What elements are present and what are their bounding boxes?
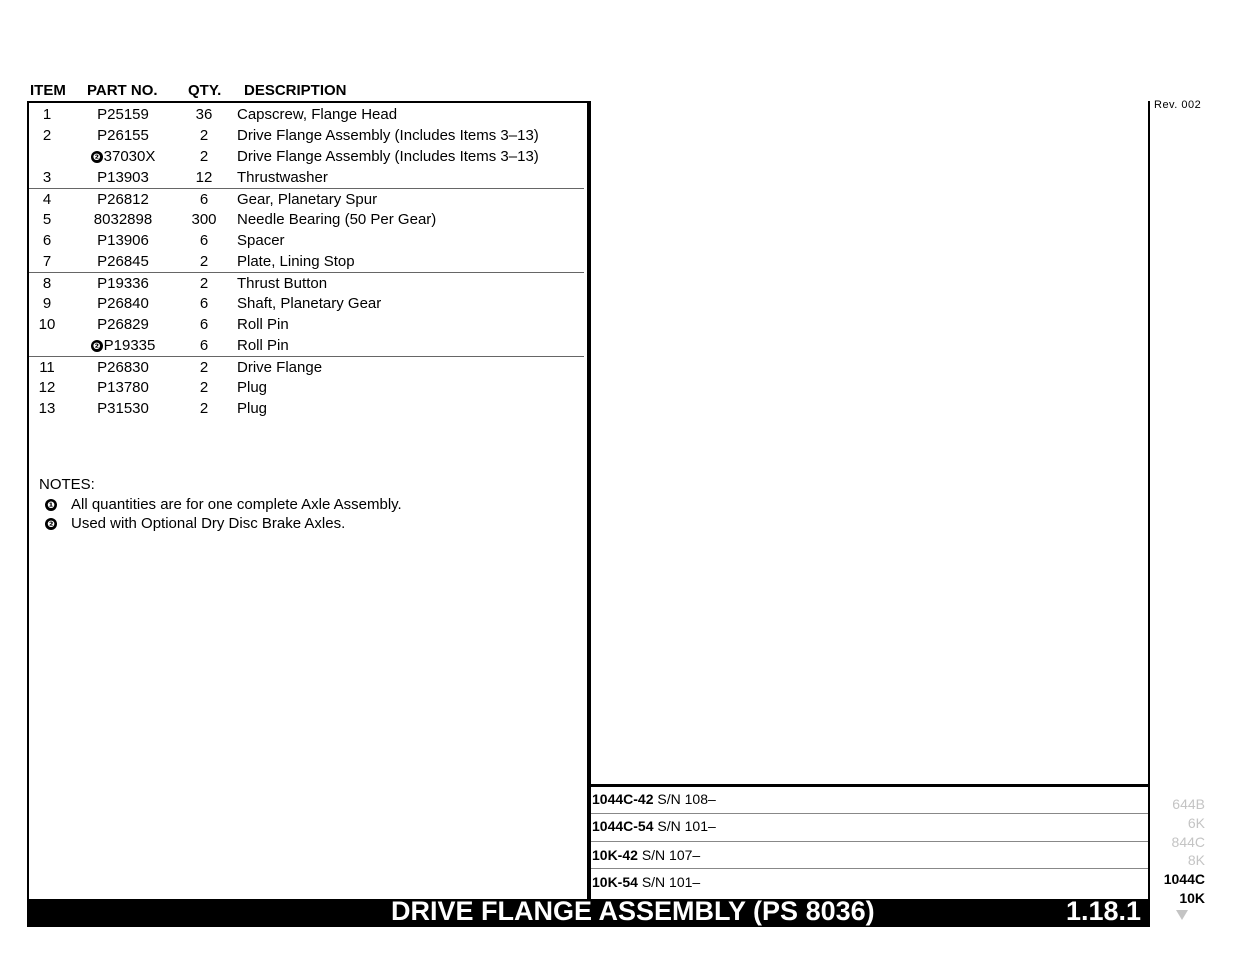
item-number: 6 — [42, 232, 52, 249]
item-number: 8 — [42, 275, 52, 292]
quantity: 2 — [199, 359, 209, 376]
serial-range: S/N 101– — [641, 874, 701, 890]
quantity: 2 — [199, 400, 209, 417]
part-number: P26840 — [97, 295, 149, 312]
part-number-cell — [75, 125, 171, 146]
part-number: P19335 — [103, 337, 156, 354]
serial-model: 1044C-42 — [592, 791, 654, 807]
part-number-cell — [75, 377, 171, 398]
serial-divider — [591, 813, 1148, 814]
description: Plate, Lining Stop — [237, 253, 355, 270]
serial-row — [592, 874, 1148, 890]
parts-row — [29, 314, 584, 335]
note-item — [45, 496, 402, 513]
serial-divider — [591, 868, 1148, 869]
description: Needle Bearing (50 Per Gear) — [237, 211, 437, 228]
serial-model: 10K-42 — [592, 847, 638, 863]
note-reference-marker: ❷ — [91, 151, 103, 163]
part-number-cell — [75, 230, 171, 251]
item-number: 11 — [39, 359, 55, 376]
parts-row — [29, 167, 584, 188]
quantity: 2 — [199, 148, 209, 165]
quantity: 6 — [199, 316, 209, 333]
parts-row — [29, 356, 584, 378]
part-number: 8032898 — [93, 211, 153, 228]
description: Thrustwasher — [237, 169, 328, 186]
parts-row — [29, 188, 584, 210]
part-number-cell — [75, 273, 171, 294]
part-number-cell — [75, 167, 171, 188]
description: Roll Pin — [237, 337, 289, 354]
parts-row — [29, 146, 584, 167]
parts-row — [29, 335, 584, 356]
part-number: P26845 — [97, 253, 149, 270]
item-number: 7 — [42, 253, 52, 270]
item-number: 5 — [42, 211, 52, 228]
description: Plug — [237, 400, 268, 417]
model-tab-active[interactable]: 10K — [1179, 890, 1205, 906]
model-tab[interactable]: 8K — [1187, 852, 1205, 868]
header-description: DESCRIPTION — [244, 82, 347, 99]
quantity: 6 — [199, 232, 209, 249]
part-number-cell — [75, 398, 171, 419]
parts-row — [29, 230, 584, 251]
serial-range: S/N 108– — [657, 791, 716, 807]
item-number: 12 — [38, 379, 56, 396]
part-number: P26812 — [97, 191, 149, 208]
description: Shaft, Planetary Gear — [237, 295, 382, 312]
serial-row — [592, 847, 1148, 863]
revision-label: Rev. 002 — [1154, 99, 1202, 111]
part-number: P31530 — [97, 400, 149, 417]
quantity: 300 — [191, 211, 217, 228]
note-marker: ❷ — [45, 518, 57, 530]
part-number: P26829 — [97, 316, 149, 333]
description: Capscrew, Flange Head — [237, 106, 398, 123]
parts-row — [29, 293, 584, 314]
item-number: 1 — [42, 106, 52, 123]
quantity: 2 — [199, 253, 209, 270]
description: Drive Flange — [237, 359, 323, 376]
item-number: 9 — [42, 295, 52, 312]
model-tab[interactable]: 644B — [1172, 796, 1205, 812]
part-number: P13906 — [97, 232, 149, 249]
quantity: 6 — [199, 295, 209, 312]
part-number-cell — [75, 209, 171, 230]
parts-row — [29, 377, 584, 398]
serial-model: 10K-54 — [592, 874, 638, 890]
description: Drive Flange Assembly (Includes Items 3–13) — [237, 127, 539, 144]
parts-row — [29, 398, 584, 419]
part-number-cell — [75, 335, 171, 356]
part-number-cell — [75, 251, 171, 272]
header-qty: QTY. — [188, 82, 222, 99]
description: Plug — [237, 379, 268, 396]
description: Drive Flange Assembly (Includes Items 3–13) — [237, 148, 539, 165]
part-number: P25159 — [97, 106, 149, 123]
part-number-cell — [75, 293, 171, 314]
note-text: All quantities are for one complete Axle Assembly. — [71, 496, 402, 513]
item-number: 2 — [42, 127, 52, 144]
part-number-cell — [75, 189, 171, 210]
quantity: 2 — [199, 275, 209, 292]
page-title: DRIVE FLANGE ASSEMBLY (PS 8036) — [391, 896, 875, 926]
next-page-arrow-icon[interactable] — [1176, 910, 1188, 920]
header-part-no: PART NO. — [87, 82, 158, 99]
description: Thrust Button — [237, 275, 328, 292]
illustration-area — [591, 103, 1148, 784]
parts-row — [29, 272, 584, 294]
serial-row — [592, 818, 1148, 834]
serial-row — [592, 791, 1148, 807]
serial-model: 1044C-54 — [592, 818, 654, 834]
description: Gear, Planetary Spur — [237, 191, 378, 208]
note-text: Used with Optional Dry Disc Brake Axles. — [71, 515, 346, 532]
serial-divider — [591, 841, 1148, 842]
parts-row — [29, 125, 584, 146]
quantity: 36 — [195, 106, 213, 123]
part-number: P26830 — [97, 359, 149, 376]
part-number-cell — [75, 314, 171, 335]
item-number: 3 — [42, 169, 52, 186]
part-number-cell — [75, 357, 171, 378]
quantity: 6 — [199, 191, 209, 208]
note-marker: ❶ — [45, 499, 57, 511]
notes-title: NOTES: — [39, 476, 95, 493]
parts-row — [29, 251, 584, 272]
page-number: 1.18.1 — [1066, 896, 1142, 926]
model-tab[interactable]: 844C — [1171, 834, 1205, 850]
quantity: 2 — [199, 127, 209, 144]
description: Roll Pin — [237, 316, 289, 333]
parts-row — [29, 104, 584, 125]
part-number: 37030X — [103, 148, 156, 165]
part-number: P13903 — [97, 169, 149, 186]
quantity: 6 — [199, 337, 209, 354]
header-item: ITEM — [30, 82, 66, 99]
part-number: P26155 — [97, 127, 149, 144]
part-number-cell — [75, 146, 171, 167]
note-reference-marker: ❷ — [91, 340, 103, 352]
description: Spacer — [237, 232, 285, 249]
quantity: 12 — [195, 169, 213, 186]
quantity: 2 — [199, 379, 209, 396]
model-tab-active[interactable]: 1044C — [1163, 871, 1205, 887]
part-number-cell — [75, 104, 171, 125]
note-item — [45, 515, 345, 532]
item-number: 13 — [38, 400, 56, 417]
item-number: 10 — [38, 316, 56, 333]
parts-row — [29, 209, 584, 230]
frame-right-border — [1148, 101, 1150, 899]
serial-range: S/N 107– — [641, 847, 701, 863]
model-tab[interactable]: 6K — [1187, 815, 1205, 831]
item-number: 4 — [42, 191, 52, 208]
part-number: P13780 — [97, 379, 149, 396]
part-number: P19336 — [97, 275, 149, 292]
serial-range: S/N 101– — [657, 818, 716, 834]
